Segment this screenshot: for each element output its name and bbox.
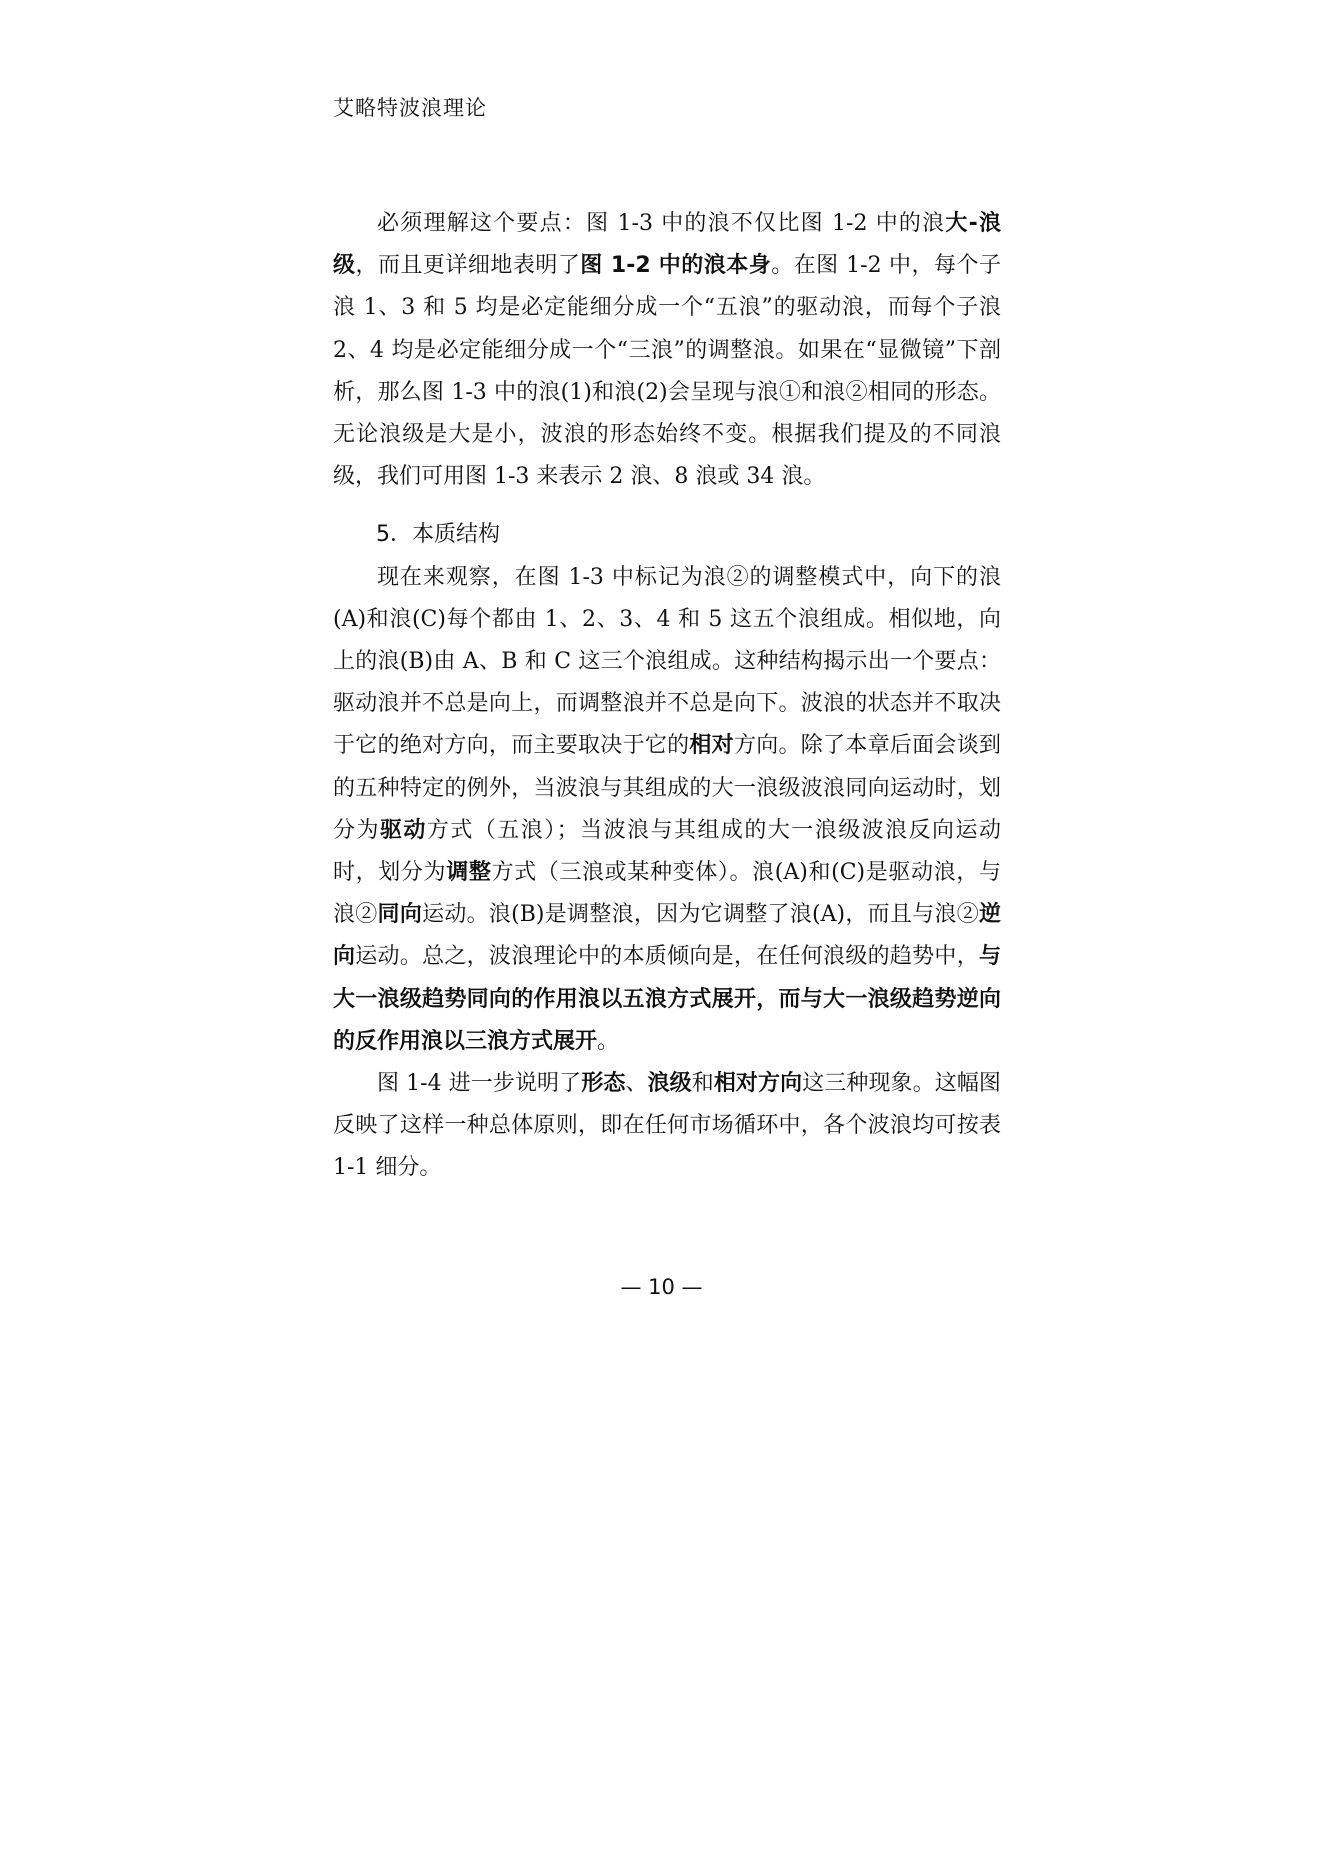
page-number: — 10 — <box>620 1275 703 1299</box>
paragraph-2-bold-2: 驱动 <box>379 817 427 843</box>
running-header-title: 艾略特波浪理论 <box>333 96 487 120</box>
paragraph-2-text-5: 运动。浪(B)是调整浪，因为它调整了浪(A)，而且与浪② <box>422 902 979 928</box>
paragraph-2 <box>333 557 1001 1063</box>
paragraph-2-text-2: 方向。除了本章后面会谈到的五种特定的例外，当波浪与其组成的大一浪级波浪同向运动时，划分为 <box>333 733 1001 843</box>
paragraph-3-bold-2: 浪级 <box>647 1071 692 1097</box>
section-heading: 5．本质结构 <box>376 522 500 548</box>
paragraph-2-bold-5: 逆向 <box>333 902 1001 970</box>
paragraph-1-text-2: ，而且更详细地表明了 <box>355 253 581 279</box>
paragraph-3-text-3: 和 <box>691 1071 714 1097</box>
paragraph-3-bold-1: 形态 <box>581 1071 626 1097</box>
paragraph-2-bold-6: 与大一浪级趋势同向的作用浪以五浪方式展开，而与大一浪级趋势逆向的反作用浪以三浪方式展开 <box>333 944 1001 1054</box>
paragraph-1-bold-2: 图 1-2 中的浪本身 <box>580 253 772 279</box>
paragraph-3-text-2: 、 <box>625 1071 648 1097</box>
paragraph-1-bold-1: 大-浪级 <box>333 211 1001 279</box>
body-text <box>333 203 1001 1190</box>
paragraph-2-text-7: 。 <box>597 1028 620 1054</box>
paragraph-2-bold-1: 相对 <box>689 733 734 759</box>
paragraph-2-bold-3: 调整 <box>446 860 492 886</box>
paragraph-3-text-4: 这三种现象。这幅图反映了这样一种总体原则，即在任何市场循环中，各个波浪均可按表 1-1 细分。 <box>333 1071 1001 1181</box>
paragraph-2-text-3: 方式（五浪）；当波浪与其组成的大一浪级波浪反向运动时，划分为 <box>333 817 1001 886</box>
paragraph-1-text-1: 必须理解这个要点：图 1-3 中的浪不仅比图 1-2 中的浪 <box>377 211 946 236</box>
paragraph-1-text-3: 。在图 1-2 中，每个子浪 1、3 和 5 均是必定能细分成一个“五浪”的驱动浪，而每个子浪 2、4 均是必定能细分成一个“三浪”的调整浪。如果在“显微镜”下剖析，那么图 1-3 中的浪(1)和浪(2)会呈现与浪①和浪②相同的形态。无论浪级是大是小，波浪的形态始终不变。根据我们提及的不同浪级，我们可用图 1-3 来表示 2 浪、8 浪或 34 浪。 <box>333 253 1001 490</box>
paragraph-3-text-1: 图 1-4 进一步说明了 <box>377 1071 582 1097</box>
paragraph-2-text-4: 方式（三浪或某种变体）。浪(A)和(C)是驱动浪，与浪② <box>333 860 1001 928</box>
paragraph-1 <box>333 203 1001 498</box>
paragraph-3 <box>333 1063 1001 1190</box>
paragraph-2-bold-4: 同向 <box>377 902 423 928</box>
paragraph-2-text-6: 运动。总之，波浪理论中的本质倾向是，在任何浪级的趋势中， <box>355 944 979 970</box>
paragraph-2-text-1: 现在来观察，在图 1-3 中标记为浪②的调整模式中，向下的浪(A)和浪(C)每个都由 1、2、3、4 和 5 这五个浪组成。相似地，向上的浪(B)由 A、B 和 C 这三个浪组成。这种结构揭示出一个要点：驱动浪并不总是向上，而调整浪并不总是向下。波浪的状态并不取决于它的绝对方向，而主要取决于它的 <box>333 564 1001 759</box>
paragraph-3-bold-3: 相对方向 <box>713 1071 803 1097</box>
